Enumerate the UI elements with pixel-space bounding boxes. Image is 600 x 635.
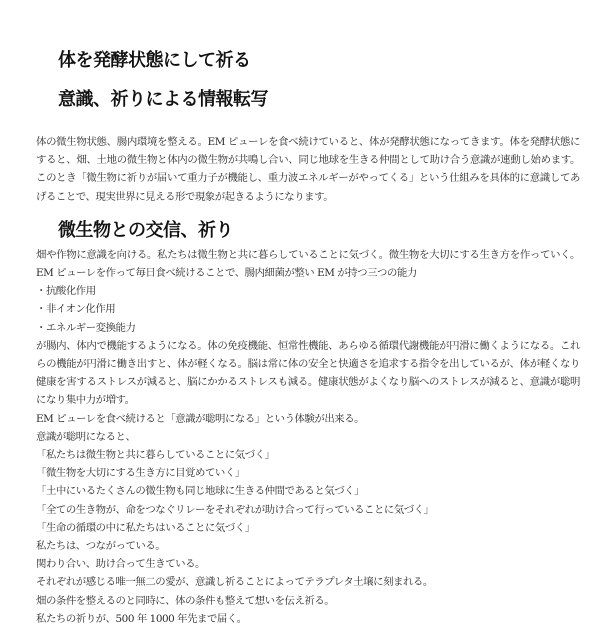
text-line: 私たちは、つながっている。 bbox=[36, 540, 166, 553]
quote-line: 「全ての生き物が、命をつなぐリレーをそれぞれが助け合って行っていることに気づく」 bbox=[36, 503, 434, 516]
intro-paragraph: 体の微生物状態、腸内環境を整える。EM ピューレを食べ続けていると、体が発酵状態になってきます。体を発酵状態にすると、畑、土地の微生物と体内の微生物が共鳴し合い、同じ地球を生きる仲間として助け合う意識が連動し始めます。このとき「微生物に祈りが届いて重力子が機能し、重力波エネルギーがやってくる」という仕組みを具体的に意識してあげることで、現実世界に見える形で現象が起きるようになります。 bbox=[36, 136, 580, 203]
text-line: 畑の条件を整えるのと同時に、体の条件も整えて想いを伝え祈る。 bbox=[36, 594, 335, 607]
text-line: EM ピューレを食べ続けると「意識が聡明になる」という体験が出来る。 bbox=[36, 412, 365, 425]
closing-lines bbox=[36, 410, 580, 628]
list-item: ・非イオン化作用 bbox=[36, 303, 116, 316]
list-item: ・エネルギー変換能力 bbox=[36, 321, 136, 334]
section-paragraph: 畑や作物に意識を向ける。私たちは微生物と共に暮らしていることに気づく。微生物を大切にする生き方を作っていく。EM ピューレを作って毎日食べ続けることで、腸内細菌が整い EM が持つ三つの能力 bbox=[36, 248, 580, 280]
list-item: ・抗酸化作用 bbox=[36, 285, 96, 298]
heading-information-transfer: 意識、祈りによる情報転写 bbox=[58, 89, 268, 110]
quote-line: 「生命の循環の中に私たちはいることに気づく」 bbox=[36, 521, 255, 534]
heading-microbe-communication: 微生物との交信、祈り bbox=[58, 219, 233, 241]
quote-line: 「土中にいるたくさんの微生物も同じ地球に生きる仲間であると気づく」 bbox=[36, 485, 365, 498]
quote-line: 「私たちは微生物と共に暮らしていることに気づく」 bbox=[36, 449, 275, 462]
quote-line: 「微生物を大切にする生き方に目覚めていく」 bbox=[36, 467, 245, 480]
text-line: それぞれが感じる唯一無二の愛が、意識し祈ることによってテラプレタ土壌に刻まれる。 bbox=[36, 576, 433, 589]
em-abilities-list bbox=[36, 282, 580, 337]
text-line: 関わり合い、助け合って生きている。 bbox=[36, 558, 205, 571]
heading-body-fermentation: 体を発酵状態にして祈る bbox=[58, 50, 251, 71]
text-line: 私たちの祈りが、500 年 1000 年先まで届く。 bbox=[36, 612, 247, 625]
text-line: 意識が聡明になると、 bbox=[36, 430, 136, 443]
body-paragraph: が腸内、体内で機能するようになる。体の免疫機能、恒常性機能、あらゆる循環代謝機能が円滑に働くようになる。これらの機能が円滑に働き出すと、体が軽くなる。脳は常に体の安全と快適さを追求する指令を出しているが、体が軽くなり健康を害するストレスが減ると、脳にかかるストレスも減る。健康状態がよくなり脳へのストレスが減ると、意識が聡明になり集中力が増す。 bbox=[36, 339, 580, 407]
